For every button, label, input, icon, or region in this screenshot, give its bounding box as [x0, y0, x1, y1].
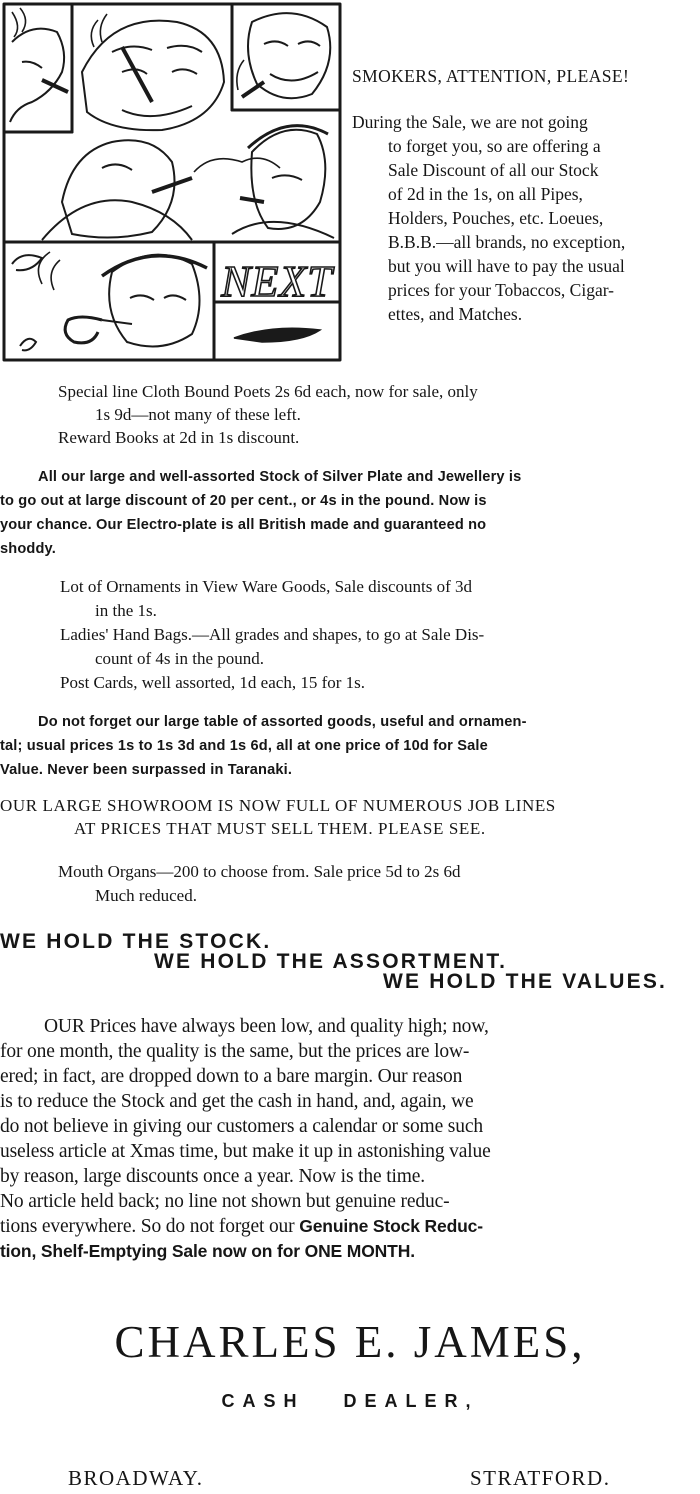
smoker-grin-face-icon [237, 13, 330, 98]
silver-line-3: your chance. Our Electro-plate is all British made and guaranteed no [0, 517, 487, 533]
slogan-values: WE HOLD THE VALUES. [383, 970, 668, 993]
paragraph-line-5: do not believe in giving our customers a calendar or some such [0, 1116, 483, 1137]
smokers-line-9: ettes, and Matches. [388, 304, 523, 324]
mouth-organs-line-2: Much reduced. [95, 886, 197, 905]
paragraph-line-1: OUR Prices have always been low, and quality high; now, [44, 1016, 489, 1037]
silver-line-4: shoddy. [0, 541, 56, 557]
smokers-line-6: B.B.B.—all brands, no exception, [388, 232, 626, 252]
silver-line-1: All our large and well-assorted Stock of Silver Plate and Jewellery is [38, 469, 522, 485]
pipe-glyph-icon [234, 328, 320, 342]
smokers-line-7: but you will have to pay the usual [388, 256, 625, 276]
paragraph-line-2: for one month, the quality is the same, but the prices are low- [0, 1041, 470, 1062]
one-month-bold: ONE MONTH. [304, 1241, 415, 1261]
paragraph-line-7: by reason, large discounts once a year. Now is the time. [0, 1166, 425, 1187]
paragraph-line-4: is to reduce the Stock and get the cash in hand, and, again, we [0, 1091, 474, 1112]
silver-line-2: to go out at large discount of 20 per cent., or 4s in the pound. Now is [0, 493, 487, 509]
pipe-smoker-icon [12, 252, 207, 350]
showroom-line-2: AT PRICES THAT MUST SELL THEM. PLEASE SEE. [74, 819, 486, 838]
smokers-comic-illustration [2, 2, 342, 364]
postcards-line: Post Cards, well assorted, 1d each, 15 for 1s. [60, 673, 366, 692]
smokers-line-2: to forget you, so are offering a [388, 136, 601, 156]
ornaments-line-1: Lot of Ornaments in View Ware Goods, Sale discounts of 3d [60, 577, 473, 596]
table-goods-line-1: Do not forget our large table of assorted goods, useful and ornamen- [38, 714, 527, 730]
dealer-name: CHARLES E. JAMES, [114, 1317, 586, 1367]
table-goods-line-3: Value. Never been surpassed in Taranaki. [0, 762, 293, 778]
paragraph-line-9 [0, 1214, 483, 1239]
slogan-assortment: WE HOLD THE ASSORTMENT. [154, 950, 508, 973]
smokers-middle-scene-icon [42, 126, 334, 240]
now-on-bold: now on for [211, 1241, 305, 1261]
smokers-line-5: Holders, Pouches, etc. Loeues, [388, 208, 604, 228]
paragraph-line-6: useless article at Xmas time, but make it up in astonishing value [0, 1141, 491, 1162]
poets-line-2: 1s 9d—not many of these left. [95, 405, 301, 424]
smokers-line-4: of 2d in the 1s, on all Pipes, [388, 184, 583, 204]
address-street: BROADWAY. [68, 1466, 204, 1490]
handbags-line-1: Ladies' Hand Bags.—All grades and shapes, to go at Sale Dis- [60, 625, 485, 644]
slogan-stock: WE HOLD THE STOCK. [0, 930, 272, 953]
shelf-emptying-sale-bold: tion, Shelf-Emptying Sale [0, 1241, 212, 1261]
paragraph-line-3: ered; in fact, are dropped down to a bare margin. Our reason [0, 1066, 463, 1087]
reward-books-line: Reward Books at 2d in 1s discount. [58, 428, 300, 447]
poets-line-1: Special line Cloth Bound Poets 2s 6d each, now for sale, only [58, 382, 478, 401]
smokers-line-8: prices for your Tobaccos, Cigar- [388, 280, 615, 300]
smokers-line-3: Sale Discount of all our Stock [388, 160, 599, 180]
smokers-heading: SMOKERS, ATTENTION, PLEASE! [352, 66, 630, 86]
paragraph-line-10 [0, 1239, 415, 1264]
smoker-profile-left-icon [10, 8, 68, 122]
next-sign-text: NEXT [221, 257, 333, 306]
table-goods-line-2: tal; usual prices 1s to 1s 3d and 1s 6d, all at one price of 10d for Sale [0, 738, 488, 754]
address-town: STRATFORD. [470, 1466, 611, 1490]
smoker-top-hat-icon [82, 14, 224, 130]
dealer-title: CASH DEALER, [221, 1391, 479, 1411]
mouth-organs-line-1: Mouth Organs—200 to choose from. Sale price 5d to 2s 6d [58, 862, 461, 881]
paragraph-line-8: No article held back; no line not shown but genuine reduc- [0, 1191, 450, 1212]
genuine-stock-reduction-bold: Genuine Stock Reduc- [299, 1216, 483, 1236]
showroom-line-1: OUR LARGE SHOWROOM IS NOW FULL OF NUMEROUS JOB LINES [0, 796, 556, 815]
ornaments-line-2: in the 1s. [95, 601, 157, 620]
handbags-line-2: count of 4s in the pound. [95, 649, 265, 668]
smokers-line-1: During the Sale, we are not going [352, 112, 588, 132]
paragraph-line-9-plain: tions everywhere. So do not forget our [0, 1216, 300, 1237]
